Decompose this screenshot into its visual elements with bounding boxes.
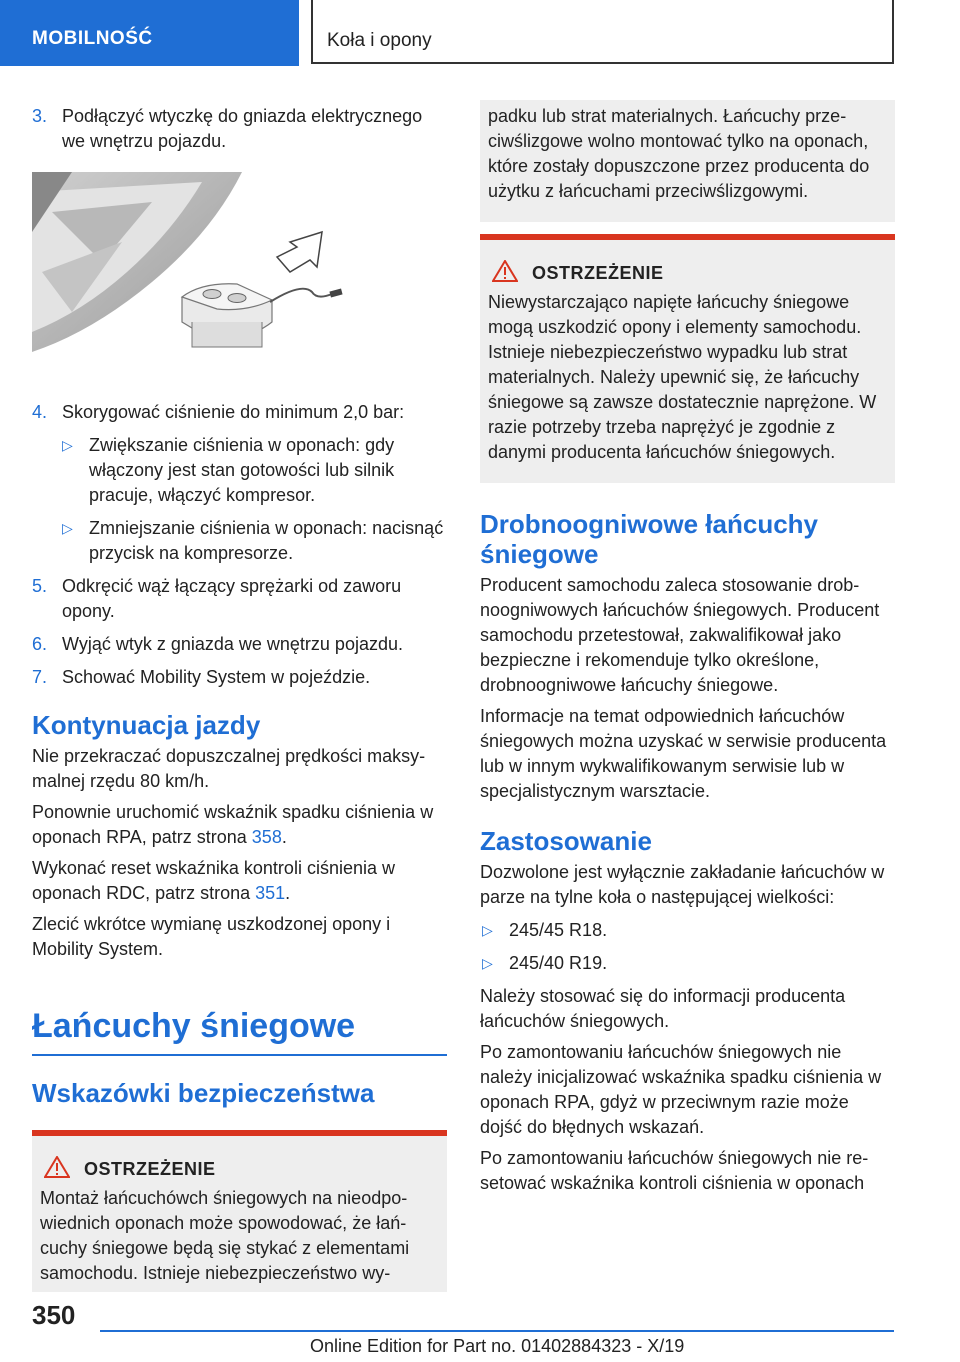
bullet-increase: [32, 433, 447, 508]
warning-box-2: [480, 234, 895, 483]
chapter-title: Koła i opony: [327, 30, 432, 51]
use-paragraph-4: Po zamontowaniu łańcuchów śniegowych nie resetować wskaźnika kontroli ciśnienia w oponach: [480, 1148, 869, 1193]
warning-box-1-continued: [480, 100, 895, 222]
use-paragraph-1: Dozwolone jest wyłącznie zakładanie łańcuchów w parze na tylne koła o następującej wielkości:: [480, 862, 885, 907]
continue-paragraph-3: Wykonać reset wskaźnika kontroli ciśnienia w oponach RDC, patrz strona 351.: [32, 858, 395, 903]
warning-box-1: [32, 1130, 447, 1292]
page-link-351[interactable]: 351: [255, 883, 286, 903]
step-number: 3.: [32, 106, 48, 126]
warning-text-continued: padku lub strat materialnych. Łańcuchy przeciwślizgowe wolno montować tylko na oponach, które zostały dopuszczone przez producenta do użytku z łańcuchami przeciwślizgowymi.: [488, 106, 870, 201]
size-item-1: [480, 918, 895, 943]
step-number: 6.: [32, 634, 48, 654]
warning-title-text: OSTRZEŻENIE: [84, 1159, 216, 1179]
step-6: [32, 632, 447, 657]
step-5: [32, 574, 447, 624]
page-link-358[interactable]: 358: [251, 827, 282, 847]
size-item-2: [480, 951, 895, 976]
section-title: MOBILNOŚĆ: [32, 28, 153, 49]
step-text: Odkręcić wąż łączący sprężarki od zaworu opony.: [62, 576, 402, 621]
use-paragraph-3: Po zamontowaniu łańcuchów śniegowych nie należy inicjalizować wskaźnika spadku ciśnienia w oponach RPA, gdyż w przeciwnym razie może dojść do błędnych wskazań.: [480, 1042, 882, 1137]
safety-heading: Wskazówki bezpieczeństwa: [32, 1078, 375, 1108]
warning-text: Niewystarczająco napięte łańcuchy śniegowe mogą uszkodzić opony i elementy samochodu. Istnieje niebezpieczeństwo wypadku lub strat materialnych. Należy upewnić się, że łańcuchy śniegowe są zawsze dostatecznie naprężone. W razie potrzeby trzeba naprężyć je zgodnie z danymi producenta łańcuchów śniegowych.: [488, 292, 877, 462]
continue-paragraph-2: Ponownie uruchomić wskaźnik spadku ciśnienia w oponach RPA, patrz strona 358.: [32, 802, 434, 847]
warning-text: Montaż łańcuchówch śniegowych na nieodpowiednich oponach może spowodować, że łańcuchy śniegowe będą się stykać z elementami samochodu. Istnieje niebezpieczeństwo wy-: [40, 1188, 410, 1283]
use-paragraph-2: Należy stosować się do informacji producenta łańcuchów śniegowych.: [480, 986, 846, 1031]
compressor-illustration: [32, 172, 362, 362]
warning-triangle-icon: [492, 260, 518, 282]
continue-paragraph-4: Zlecić wkrótce wymianę uszkodzonej opony i Mobility System.: [32, 914, 391, 959]
warning-title: [488, 260, 887, 284]
step-text: Podłączyć wtyczkę do gniazda elektrycznego we wnętrzu pojazdu.: [62, 106, 423, 151]
footer-rule: [100, 1330, 894, 1332]
bullet-decrease: [32, 516, 447, 566]
section-tab: [0, 0, 299, 66]
step-text: Wyjąć wtyk z gniazda we wnętrzu pojazdu.: [62, 634, 403, 654]
triangle-right-icon: ▷: [62, 520, 73, 536]
use-heading: Zastosowanie: [480, 826, 652, 856]
chains-heading: Łańcuchy śniegowe: [32, 1007, 356, 1045]
warning-title-text: OSTRZEŻENIE: [532, 263, 664, 283]
size-text: 245/45 R18.: [509, 920, 608, 940]
page-number: 350: [32, 1300, 76, 1330]
step-number: 4.: [32, 402, 48, 422]
warning-title: [40, 1156, 439, 1180]
fine-paragraph-2: Informacje na temat odpowiednich łańcuchów śniegowych można uzyskać w serwisie producenta lub w innym wykwalifikowanym serwisie lub w specjalistycznym warsztacie.: [480, 706, 887, 801]
size-text: 245/40 R19.: [509, 953, 608, 973]
edition-text: Online Edition for Part no. 01402884323 - X/19: [310, 1336, 685, 1356]
fine-chains-heading: Drobnoogniwowe łańcuchy śniegowe: [480, 509, 819, 569]
continue-heading: Kontynuacja jazdy: [32, 710, 261, 740]
warning-triangle-icon: [44, 1156, 70, 1178]
triangle-right-icon: ▷: [62, 437, 73, 453]
triangle-right-icon: ▷: [482, 922, 493, 938]
triangle-right-icon: ▷: [482, 955, 493, 971]
fine-paragraph-1: Producent samochodu zaleca stosowanie drobnoogniwowych łańcuchów śniegowych. Producent samochodu przetestował, zakwalifikował jako bezpieczne i rekomenduje tylko określone, drobnoogniwowe łańcuchy śniegowe.: [480, 575, 880, 695]
chains-heading-rule: [32, 1054, 447, 1056]
left-column: [32, 100, 447, 1292]
step-text: Schować Mobility System w pojeździe.: [62, 667, 371, 687]
step-text: Skorygować ciśnienie do minimum 2,0 bar:: [62, 402, 405, 422]
step-7: [32, 665, 447, 690]
right-column: [480, 100, 895, 1196]
paragraph-text: Wykonać reset wskaźnika kontroli ciśnienia w oponach RDC, patrz strona: [32, 858, 395, 903]
chapter-tab: [311, 0, 894, 64]
step-3: [32, 104, 447, 154]
step-number: 7.: [32, 667, 48, 687]
continue-paragraph-1: Nie przekraczać dopuszczalnej prędkości maksymalnej rzędu 80 km/h.: [32, 746, 426, 791]
bullet-text: Zwiększanie ciśnienia w oponach: gdy włączony jest stan gotowości lub silnik pracuje, włączyć kompresor.: [89, 435, 395, 505]
step-number: 5.: [32, 576, 48, 596]
bullet-text: Zmniejszanie ciśnienia w oponach: nacisnąć przycisk na kompresorze.: [89, 518, 444, 563]
step-4: [32, 400, 447, 425]
paragraph-text: Ponownie uruchomić wskaźnik spadku ciśnienia w oponach RPA, patrz strona: [32, 802, 434, 847]
